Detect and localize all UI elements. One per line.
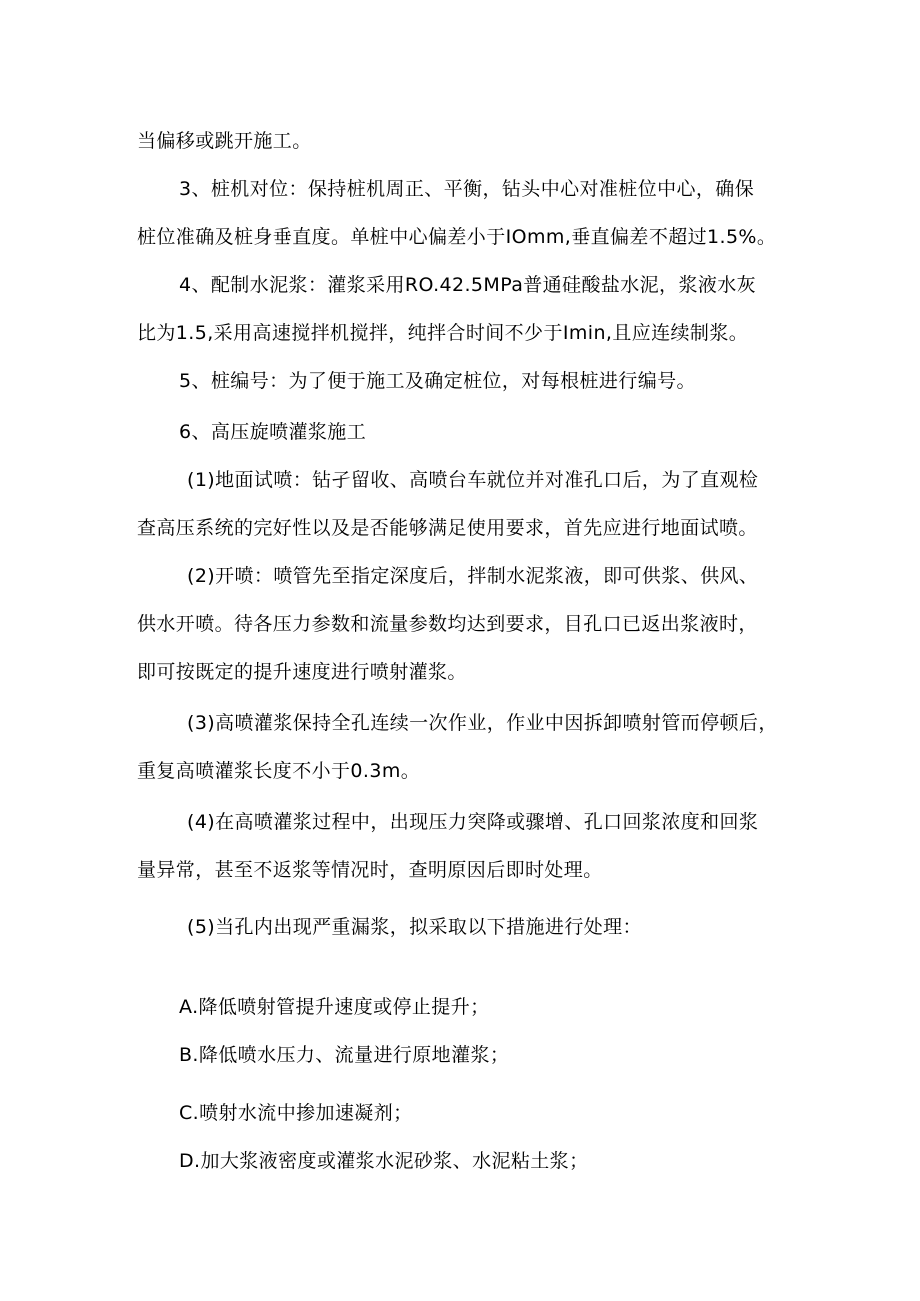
text-line: (4)在高喷灌浆过程中，出现压力突降或骤增、孔口回浆浓度和回浆 (187, 811, 759, 833)
text-line: 4、配制水泥浆：灌浆采用RO.42.5MPa普通硅酸盐水泥，浆液水灰 (179, 274, 757, 296)
text-line: 6、高压旋喷灌浆施工 (179, 421, 367, 443)
text-line: 供水开喷。待各压力参数和流量参数均达到要求，目孔口已返出浆液时， (137, 613, 758, 635)
text-line: (2)开喷：喷管先至指定深度后，拌制水泥浆液，即可供浆、供风、 (187, 565, 759, 587)
text-line: 当偏移或跳开施工。 (137, 130, 312, 152)
text-line: 查高压系统的完好性以及是否能够满足使用要求，首先应进行地面试喷。 (137, 517, 758, 539)
text-line: D.加大浆液密度或灌浆水泥砂浆、水泥粘土浆； (179, 1150, 589, 1172)
text-line: B.降低喷水压力、流量进行原地灌浆； (179, 1044, 510, 1066)
text-line: 3、桩机对位：保持桩机周正、平衡，钻头中心对准桩位中心，确保 (179, 178, 755, 200)
text-line: 重复高喷灌浆长度不小于0.3m。 (137, 760, 421, 782)
text-line: 桩位准确及桩身垂直度。单桩中心偏差小于IOmm,垂直偏差不超过1.5%。 (137, 226, 777, 248)
text-line: A.降低喷射管提升速度或停止提升； (179, 996, 490, 1018)
text-line: 即可按既定的提升速度进行喷射灌浆。 (137, 661, 467, 683)
text-line: C.喷射水流中掺加速凝剂； (179, 1102, 413, 1124)
text-line: 5、桩编号：为了便于施工及确定桩位，对每根桩进行编号。 (179, 370, 696, 392)
text-line: 量异常，甚至不返浆等情况时，查明原因后即时处理。 (137, 859, 603, 881)
text-line: (5)当孔内出现严重漏浆，拟采取以下措施进行处理： (187, 916, 642, 938)
text-line: (1)地面试喷：钻孑留收、高喷台车就位并对准孔口后，为了直观检 (187, 469, 759, 491)
text-line: 比为1.5,采用高速搅拌机搅拌，纯拌合时间不少于Imin,且应连续制浆。 (137, 322, 749, 344)
text-line: (3)高喷灌浆保持全孔连续一次作业，作业中因拆卸喷射管而停顿后， (187, 712, 778, 734)
